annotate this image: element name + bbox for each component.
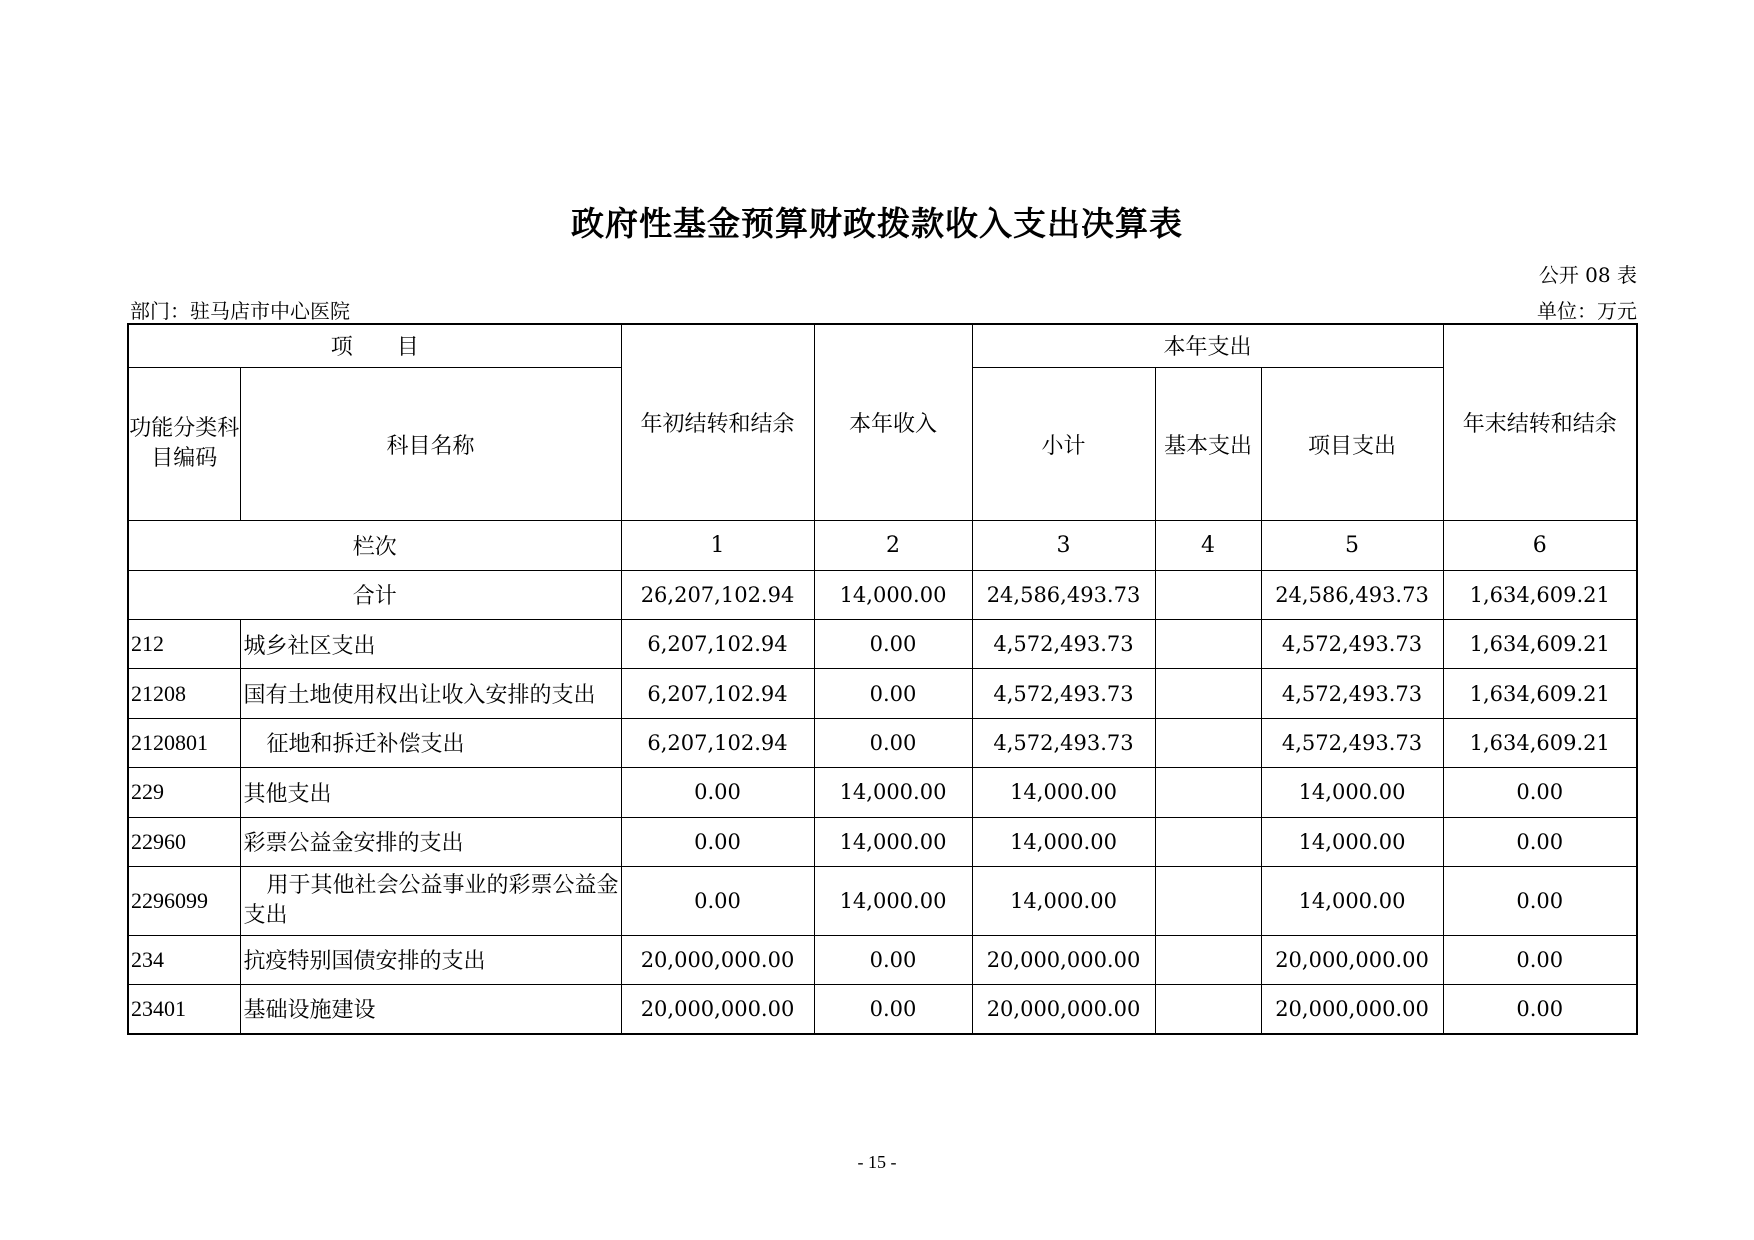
- department-label: 部门：驻马店市中心医院: [130, 299, 350, 323]
- index-cell: 3: [972, 521, 1155, 570]
- row-project: 14,000.00: [1261, 768, 1443, 817]
- row-income: 14,000.00: [814, 768, 972, 817]
- form-number: 公开 08 表: [1538, 263, 1637, 287]
- header-expense-group: 本年支出: [972, 324, 1443, 367]
- row-code: 2296099: [128, 866, 240, 935]
- index-cell: 1: [621, 521, 814, 570]
- row-begin: 20,000,000.00: [621, 935, 814, 984]
- row-project: 20,000,000.00: [1261, 984, 1443, 1034]
- total-project: 24,586,493.73: [1261, 570, 1443, 619]
- header-basic: 基本支出: [1155, 367, 1261, 520]
- total-income: 14,000.00: [814, 570, 972, 619]
- index-cell: 4: [1155, 521, 1261, 570]
- row-project: 4,572,493.73: [1261, 718, 1443, 767]
- row-begin: 0.00: [621, 817, 814, 866]
- total-label: 合计: [128, 570, 621, 619]
- index-label: 栏次: [128, 521, 621, 570]
- row-end: 0.00: [1443, 866, 1637, 935]
- total-basic: [1155, 570, 1261, 619]
- total-row: [128, 570, 1637, 619]
- row-begin: 6,207,102.94: [621, 619, 814, 668]
- table-row: [128, 935, 1637, 984]
- row-subtotal: 4,572,493.73: [972, 718, 1155, 767]
- row-subtotal: 14,000.00: [972, 768, 1155, 817]
- row-project: 14,000.00: [1261, 817, 1443, 866]
- row-name: 抗疫特别国债安排的支出: [240, 935, 621, 984]
- row-income: 0.00: [814, 669, 972, 718]
- row-basic: [1155, 768, 1261, 817]
- row-project: 4,572,493.73: [1261, 669, 1443, 718]
- header-subtotal: 小计: [972, 367, 1155, 520]
- index-cell: 6: [1443, 521, 1637, 570]
- row-name: 基础设施建设: [240, 984, 621, 1034]
- row-income: 0.00: [814, 984, 972, 1034]
- budget-table: [127, 323, 1638, 1035]
- table-row: [128, 718, 1637, 767]
- row-name: 用于其他社会公益事业的彩票公益金支出: [240, 866, 621, 935]
- total-subtotal: 24,586,493.73: [972, 570, 1155, 619]
- row-name: 国有土地使用权出让收入安排的支出: [240, 669, 621, 718]
- row-code: 2120801: [128, 718, 240, 767]
- row-name: 其他支出: [240, 768, 621, 817]
- header-project: 项 目: [128, 324, 621, 367]
- row-income: 14,000.00: [814, 866, 972, 935]
- row-basic: [1155, 866, 1261, 935]
- row-subtotal: 20,000,000.00: [972, 935, 1155, 984]
- row-code: 212: [128, 619, 240, 668]
- row-begin: 0.00: [621, 866, 814, 935]
- row-code: 22960: [128, 817, 240, 866]
- header-project-expense: 项目支出: [1261, 367, 1443, 520]
- row-name: 城乡社区支出: [240, 619, 621, 668]
- header-code: 功能分类科目编码: [128, 367, 240, 520]
- row-end: 0.00: [1443, 768, 1637, 817]
- row-name: 彩票公益金安排的支出: [240, 817, 621, 866]
- row-begin: 6,207,102.94: [621, 669, 814, 718]
- table-row: [128, 817, 1637, 866]
- row-code: 234: [128, 935, 240, 984]
- row-project: 4,572,493.73: [1261, 619, 1443, 668]
- row-code: 229: [128, 768, 240, 817]
- total-begin: 26,207,102.94: [621, 570, 814, 619]
- table-row: [128, 984, 1637, 1034]
- row-subtotal: 14,000.00: [972, 817, 1155, 866]
- row-end: 0.00: [1443, 817, 1637, 866]
- table-row: [128, 866, 1637, 935]
- total-end: 1,634,609.21: [1443, 570, 1637, 619]
- row-income: 14,000.00: [814, 817, 972, 866]
- table-row: [128, 768, 1637, 817]
- row-income: 0.00: [814, 935, 972, 984]
- table-row: [128, 669, 1637, 718]
- row-end: 0.00: [1443, 935, 1637, 984]
- page-number: - 15 -: [857, 1152, 897, 1172]
- row-project: 20,000,000.00: [1261, 935, 1443, 984]
- header-end-balance: 年末结转和结余: [1443, 324, 1637, 521]
- row-subtotal: 4,572,493.73: [972, 619, 1155, 668]
- row-end: 1,634,609.21: [1443, 669, 1637, 718]
- row-begin: 20,000,000.00: [621, 984, 814, 1034]
- row-end: 1,634,609.21: [1443, 718, 1637, 767]
- row-name: 征地和拆迁补偿支出: [240, 718, 621, 767]
- page-title: 政府性基金预算财政拨款收入支出决算表: [571, 204, 1183, 243]
- row-subtotal: 14,000.00: [972, 866, 1155, 935]
- unit-label: 单位：万元: [1537, 299, 1637, 323]
- row-basic: [1155, 817, 1261, 866]
- row-subtotal: 4,572,493.73: [972, 669, 1155, 718]
- row-income: 0.00: [814, 619, 972, 668]
- row-subtotal: 20,000,000.00: [972, 984, 1155, 1034]
- row-basic: [1155, 619, 1261, 668]
- index-cell: 5: [1261, 521, 1443, 570]
- row-begin: 6,207,102.94: [621, 718, 814, 767]
- row-income: 0.00: [814, 718, 972, 767]
- row-end: 0.00: [1443, 984, 1637, 1034]
- row-basic: [1155, 669, 1261, 718]
- row-code: 23401: [128, 984, 240, 1034]
- row-end: 1,634,609.21: [1443, 619, 1637, 668]
- row-code: 21208: [128, 669, 240, 718]
- index-cell: 2: [814, 521, 972, 570]
- row-basic: [1155, 984, 1261, 1034]
- header-income: 本年收入: [814, 324, 972, 521]
- row-project: 14,000.00: [1261, 866, 1443, 935]
- header-begin-balance: 年初结转和结余: [621, 324, 814, 521]
- header-name: 科目名称: [240, 367, 621, 520]
- row-basic: [1155, 718, 1261, 767]
- row-begin: 0.00: [621, 768, 814, 817]
- table-row: [128, 619, 1637, 668]
- row-basic: [1155, 935, 1261, 984]
